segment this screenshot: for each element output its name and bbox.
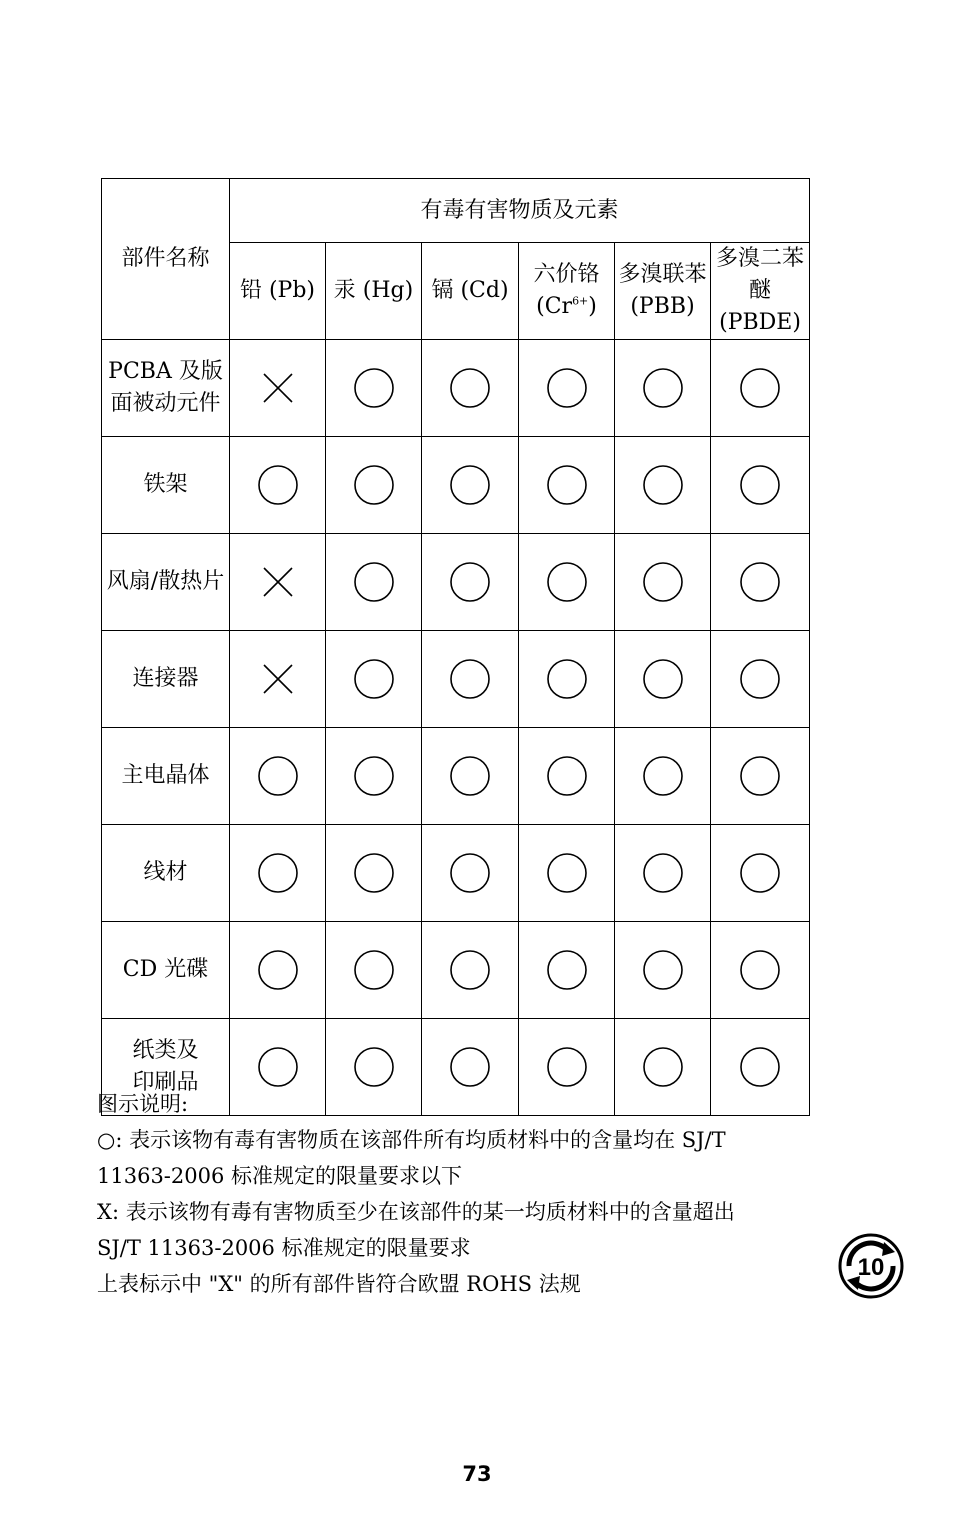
circle-mark-icon <box>257 852 299 894</box>
circle-mark-icon <box>257 1046 299 1088</box>
circle-mark-icon <box>739 561 781 603</box>
circle-mark-icon <box>353 464 395 506</box>
mark-cell <box>422 824 519 921</box>
mark-cell <box>230 824 326 921</box>
circle-mark-icon <box>449 367 491 409</box>
cross-mark-icon <box>257 367 299 409</box>
circle-mark-icon <box>449 949 491 991</box>
substance-header-mercury <box>326 243 422 340</box>
circle-mark-icon <box>642 949 684 991</box>
circle-mark-icon <box>546 852 588 894</box>
circle-mark-icon <box>546 367 588 409</box>
mark-cell <box>230 436 326 533</box>
table-row <box>102 630 810 727</box>
circle-mark-icon <box>642 852 684 894</box>
part-name-line: 面被动元件 <box>110 390 221 416</box>
substance-formula-superscript: 6+ <box>572 294 589 308</box>
circle-mark-icon <box>546 561 588 603</box>
mark-cell <box>326 533 422 630</box>
circle-mark-icon <box>739 464 781 506</box>
efup-logo-graphic <box>837 1232 905 1300</box>
circle-mark-icon <box>449 949 491 991</box>
mark-cell <box>711 727 810 824</box>
circle-mark-icon <box>449 755 491 797</box>
substance-header-pbb <box>615 243 711 340</box>
mark-cell <box>230 921 326 1018</box>
substance-abbrev: 醚(PBDE) <box>719 277 801 335</box>
mark-cell <box>422 339 519 436</box>
substance-header-pbde <box>711 243 810 340</box>
part-name-cell <box>102 630 230 727</box>
circle-mark-icon <box>642 1046 684 1088</box>
mark-cell <box>422 533 519 630</box>
substance-header-chromium <box>519 243 615 340</box>
circle-mark-icon <box>642 367 684 409</box>
part-name-line: 主电晶体 <box>121 762 210 788</box>
part-name-line: 线材 <box>143 859 188 885</box>
circle-mark-icon <box>546 367 588 409</box>
cross-mark-icon <box>257 367 299 409</box>
substances-header: 有毒有害物质及元素 <box>230 179 810 243</box>
substance-header-cadmium <box>422 243 519 340</box>
mark-cell <box>615 921 711 1018</box>
circle-mark-icon <box>546 464 588 506</box>
circle-mark-icon <box>642 949 684 991</box>
circle-mark-icon <box>449 1046 491 1088</box>
table-row <box>102 921 810 1018</box>
legend-circle-line2: 11363-2006 标准规定的限量要求以下 <box>97 1164 463 1188</box>
circle-mark-icon <box>739 367 781 409</box>
mark-cell <box>519 824 615 921</box>
substance-label: 汞 (Hg) <box>333 277 414 303</box>
part-name-line: 风扇/散热片 <box>106 568 225 594</box>
substance-label: 多溴联苯 <box>618 261 707 287</box>
part-name-cell <box>102 727 230 824</box>
logo-number: 10 <box>857 1254 885 1281</box>
circle-mark-icon <box>353 755 395 797</box>
circle-mark-icon <box>353 367 395 409</box>
circle-mark-icon <box>449 658 491 700</box>
mark-cell <box>519 533 615 630</box>
efup-10-year-logo-icon <box>837 1232 905 1300</box>
circle-mark-icon <box>642 367 684 409</box>
circle-mark-icon <box>546 561 588 603</box>
circle-mark-icon <box>739 755 781 797</box>
mark-cell <box>326 630 422 727</box>
circle-mark-icon <box>739 1046 781 1088</box>
mark-cell <box>519 727 615 824</box>
mark-cell <box>711 339 810 436</box>
table-row <box>102 436 810 533</box>
mark-cell <box>326 727 422 824</box>
circle-mark-icon <box>739 1046 781 1088</box>
substance-formula-suffix: ) <box>588 293 597 319</box>
circle-mark-icon <box>642 658 684 700</box>
circle-mark-icon <box>546 1046 588 1088</box>
mark-cell <box>711 630 810 727</box>
circle-mark-icon <box>449 852 491 894</box>
circle-mark-icon <box>642 1046 684 1088</box>
mark-cell <box>615 533 711 630</box>
cross-mark-icon <box>257 561 299 603</box>
table-row <box>102 533 810 630</box>
circle-mark-icon <box>739 658 781 700</box>
part-name-cell <box>102 824 230 921</box>
circle-mark-icon <box>353 852 395 894</box>
substance-label: 多溴二苯 <box>716 246 805 271</box>
circle-mark-icon <box>257 949 299 991</box>
circle-mark-icon <box>739 949 781 991</box>
circle-mark-icon <box>257 852 299 894</box>
mark-cell <box>711 533 810 630</box>
mark-cell <box>519 339 615 436</box>
table-row <box>102 339 810 436</box>
circle-mark-icon <box>353 1046 395 1088</box>
circle-mark-icon <box>449 464 491 506</box>
circle-mark-icon <box>353 658 395 700</box>
table-row <box>102 824 810 921</box>
mark-cell <box>615 824 711 921</box>
circle-mark-icon <box>642 561 684 603</box>
legend-x-line1: X: 表示该物有毒有害物质至少在该部件的某一均质材料中的含量超出 <box>97 1200 735 1224</box>
circle-mark-icon <box>449 561 491 603</box>
circle-mark-icon <box>353 367 395 409</box>
substance-label: 铅 (Pb) <box>239 277 316 303</box>
circle-mark-icon <box>449 852 491 894</box>
part-name-header: 部件名称 <box>102 179 230 340</box>
circle-mark-icon <box>546 658 588 700</box>
part-name-cell <box>102 436 230 533</box>
circle-mark-icon <box>642 561 684 603</box>
substance-formula-prefix: (Cr <box>536 293 573 319</box>
mark-cell <box>711 436 810 533</box>
cross-mark-icon <box>257 658 299 700</box>
mark-cell <box>711 824 810 921</box>
legend-circle-line1: ○: 表示该物有毒有害物质在该部件所有均质材料中的含量均在 SJ/T <box>97 1128 726 1152</box>
circle-mark-icon <box>257 755 299 797</box>
circle-mark-icon <box>546 464 588 506</box>
mark-cell <box>422 727 519 824</box>
circle-mark-icon <box>353 561 395 603</box>
circle-mark-icon <box>257 949 299 991</box>
circle-mark-icon <box>642 755 684 797</box>
part-name-line: 连接器 <box>132 665 199 691</box>
substance-label: 镉 (Cd) <box>431 277 509 303</box>
mark-cell <box>519 436 615 533</box>
mark-cell <box>519 630 615 727</box>
part-name-cell <box>102 533 230 630</box>
circle-mark-icon <box>546 658 588 700</box>
circle-mark-icon <box>449 755 491 797</box>
legend-title: 图示说明: <box>97 1092 189 1116</box>
circle-mark-icon <box>546 1046 588 1088</box>
mark-cell <box>422 921 519 1018</box>
mark-cell <box>615 727 711 824</box>
circle-mark-icon <box>546 949 588 991</box>
mark-cell <box>326 921 422 1018</box>
circle-mark-icon <box>642 464 684 506</box>
table-body <box>102 339 810 1115</box>
cross-mark-icon <box>257 658 299 700</box>
circle-mark-icon <box>449 464 491 506</box>
mark-cell <box>326 824 422 921</box>
circle-mark-icon <box>739 852 781 894</box>
circle-mark-icon <box>739 367 781 409</box>
part-name-line: 纸类及 <box>132 1037 199 1063</box>
circle-mark-icon <box>642 755 684 797</box>
circle-mark-icon <box>739 949 781 991</box>
mark-cell <box>711 921 810 1018</box>
circle-mark-icon <box>257 1046 299 1088</box>
circle-mark-icon <box>739 464 781 506</box>
part-name-line: 铁架 <box>143 471 188 497</box>
substance-label: 六价铬 <box>533 261 600 287</box>
circle-mark-icon <box>353 1046 395 1088</box>
circle-mark-icon <box>642 658 684 700</box>
circle-mark-icon <box>353 658 395 700</box>
circle-mark-icon <box>546 755 588 797</box>
compliance-note: 上表标示中 "X" 的所有部件皆符合欧盟 ROHS 法规 <box>97 1272 581 1296</box>
table-row <box>102 727 810 824</box>
circle-mark-icon <box>353 949 395 991</box>
mark-cell <box>422 630 519 727</box>
circle-mark-icon <box>449 367 491 409</box>
mark-cell <box>615 436 711 533</box>
circle-mark-icon <box>546 949 588 991</box>
circle-mark-icon <box>353 755 395 797</box>
part-name-cell <box>102 921 230 1018</box>
mark-cell <box>422 436 519 533</box>
legend-x-line2: SJ/T 11363-2006 标准规定的限量要求 <box>97 1236 471 1260</box>
circle-mark-icon <box>546 755 588 797</box>
mark-cell <box>230 727 326 824</box>
part-name-line: CD 光碟 <box>122 956 209 982</box>
circle-mark-icon <box>642 852 684 894</box>
mark-cell <box>230 533 326 630</box>
circle-mark-icon <box>353 852 395 894</box>
cross-mark-icon <box>257 561 299 603</box>
circle-mark-icon <box>257 464 299 506</box>
circle-mark-icon <box>257 464 299 506</box>
circle-mark-icon <box>739 755 781 797</box>
substance-header-lead <box>230 243 326 340</box>
mark-cell <box>230 339 326 436</box>
substance-abbrev: (PBB) <box>630 293 695 319</box>
mark-cell <box>519 921 615 1018</box>
circle-mark-icon <box>739 852 781 894</box>
circle-mark-icon <box>546 852 588 894</box>
part-name-cell <box>102 339 230 436</box>
mark-cell <box>230 630 326 727</box>
mark-cell <box>615 339 711 436</box>
mark-cell <box>615 630 711 727</box>
circle-mark-icon <box>739 561 781 603</box>
mark-cell <box>326 339 422 436</box>
circle-mark-icon <box>739 658 781 700</box>
part-name-line: 印刷品 <box>132 1069 199 1095</box>
page-number: 73 <box>462 1462 492 1486</box>
circle-mark-icon <box>353 561 395 603</box>
circle-mark-icon <box>353 949 395 991</box>
circle-mark-icon <box>449 1046 491 1088</box>
circle-mark-icon <box>642 464 684 506</box>
circle-mark-icon <box>449 658 491 700</box>
hazardous-substances-table <box>101 178 810 1116</box>
circle-mark-icon <box>353 464 395 506</box>
circle-mark-icon <box>257 755 299 797</box>
circle-mark-icon <box>449 561 491 603</box>
mark-cell <box>326 436 422 533</box>
legend-notes <box>97 1086 817 1302</box>
part-name-line: PCBA 及版 <box>108 358 223 384</box>
